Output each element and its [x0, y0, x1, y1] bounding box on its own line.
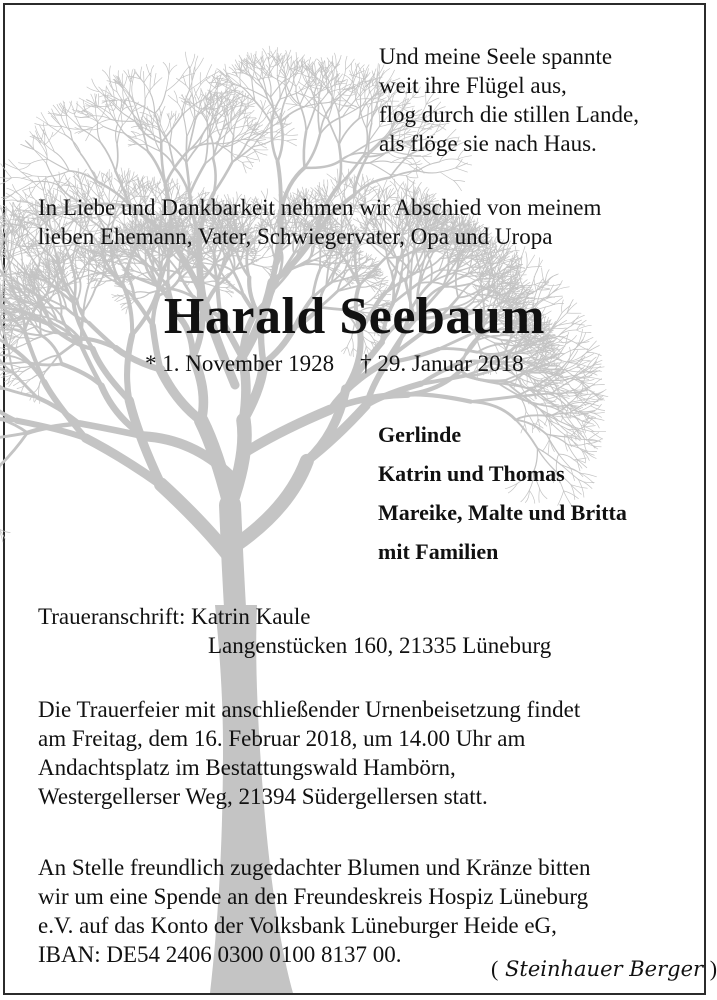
tree-branch — [381, 284, 389, 285]
tree-branch — [24, 227, 39, 228]
tree-branch — [262, 256, 272, 258]
tree-branch — [74, 175, 75, 187]
tree-branch — [0, 349, 7, 355]
tree-branch — [407, 178, 408, 192]
tree-branch — [78, 270, 89, 272]
tree-branch — [46, 179, 50, 191]
tree-branch — [304, 264, 324, 266]
tree-branch — [327, 174, 338, 183]
tree-branch — [7, 246, 21, 252]
tree-branch — [1, 375, 11, 377]
tree-branch — [326, 180, 327, 193]
tree-branch — [7, 364, 20, 367]
tree-branch — [77, 273, 101, 279]
tree-branch — [431, 273, 453, 283]
tree-branch — [359, 258, 360, 268]
tree-branch — [230, 420, 245, 505]
tree-branch — [127, 175, 138, 183]
tree-branch — [0, 394, 17, 421]
tree-branch — [337, 169, 338, 183]
tree-branch — [7, 380, 14, 384]
tree-branch — [251, 264, 263, 267]
tree-branch — [154, 177, 156, 188]
tree-branch — [0, 348, 7, 349]
obituary-notice — [3, 3, 717, 995]
tree-branch — [90, 278, 97, 279]
tree-branch — [262, 251, 267, 258]
tree-branch — [43, 264, 44, 272]
tree-branch — [320, 250, 321, 269]
tree-branch — [322, 262, 332, 263]
